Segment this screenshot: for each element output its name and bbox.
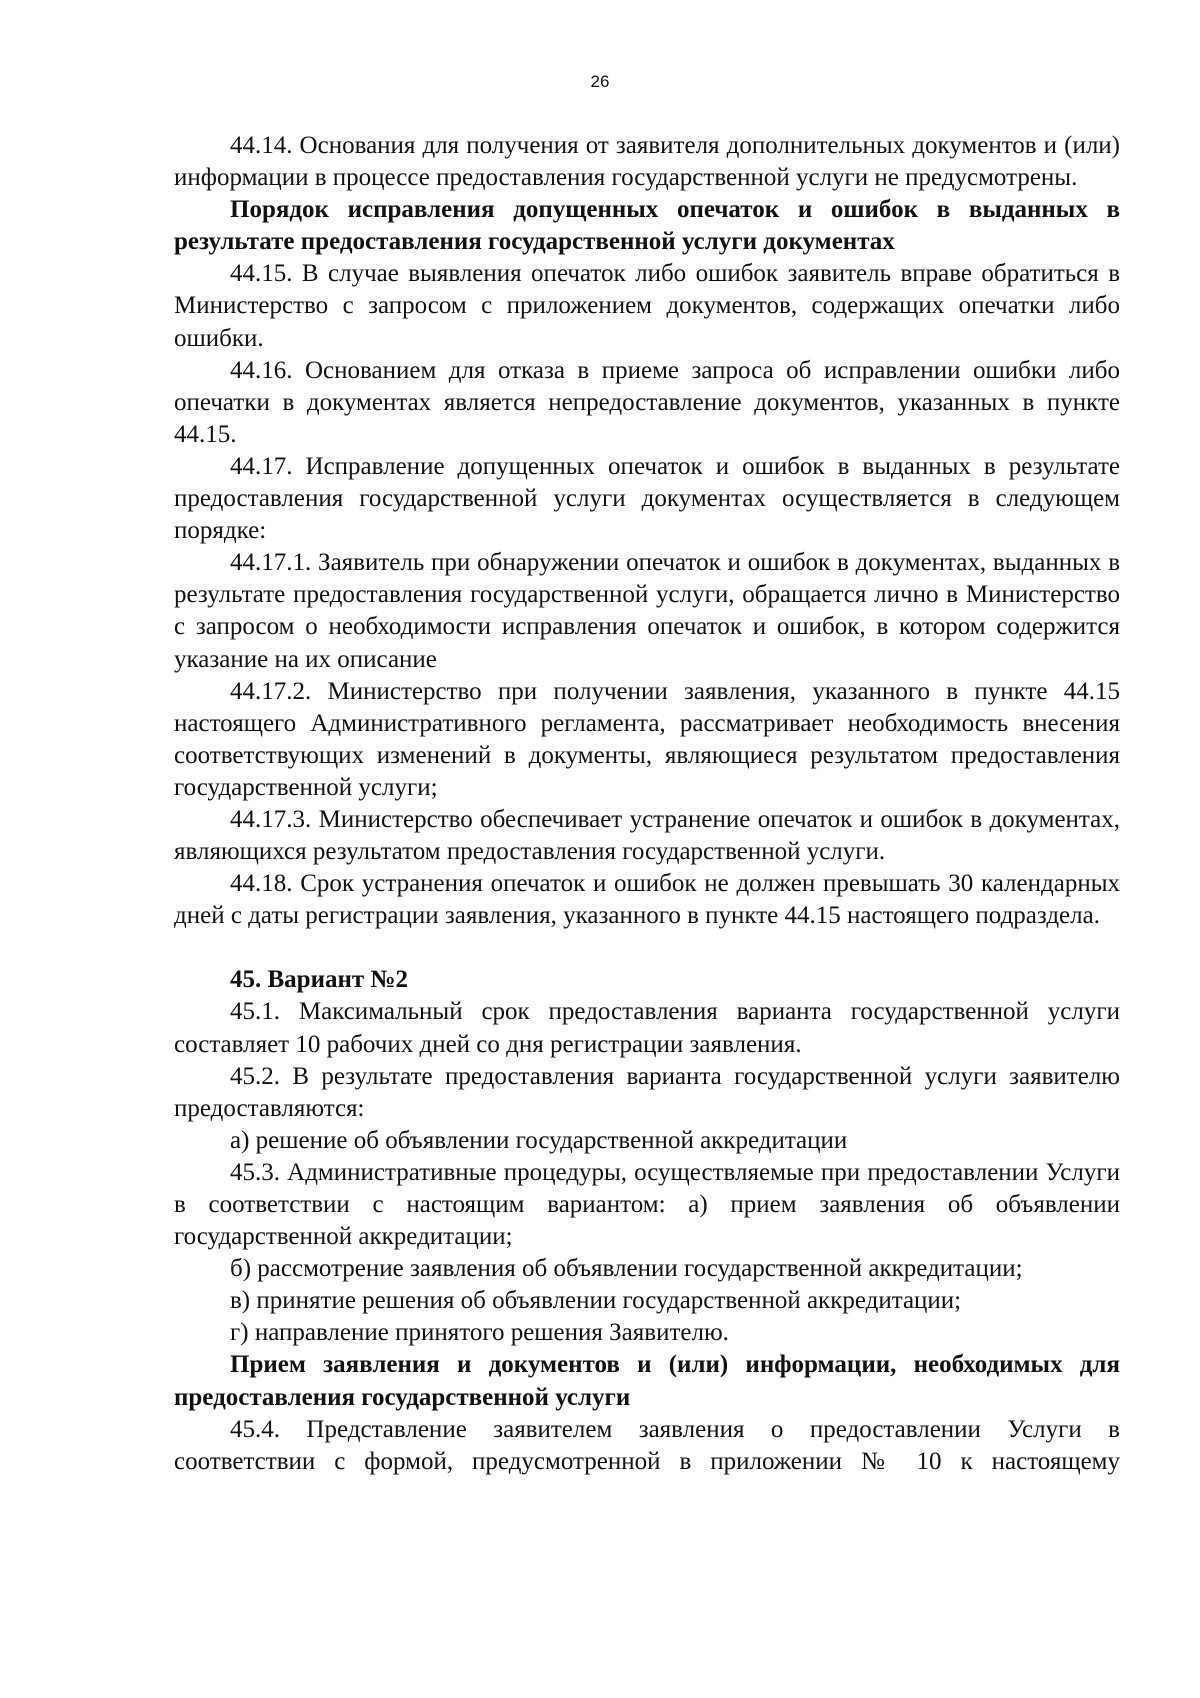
- list-item-b: б) рассмотрение заявления об объявлении государственной аккредитации;: [230, 1255, 1023, 1283]
- paragraph-44-17-3: 44.17.3. Министерство обеспечивает устранение опечаток и ошибок в документах, являющихся результатом предоставления государственной услуги.: [174, 805, 1120, 866]
- subsection-heading-corrections: Порядок исправления допущенных опечаток и ошибок в выданных в результате предоставления государственной услуги документах: [174, 196, 1120, 256]
- paragraph-44-14: 44.14. Основания для получения от заявителя дополнительных документов и (или) информации в процессе предоставления государственной услуги не предусмотрены.: [174, 132, 1120, 192]
- list-item-v: в) принятие решения об объявлении государственной аккредитации;: [230, 1287, 962, 1315]
- paragraph-45-4: 45.4. Представление заявителем заявления о предоставлении Услуги в соответствии с формой, предусмотренной в приложении № 10 к настоящему: [174, 1415, 1120, 1475]
- paragraph-45-2: 45.2. В результате предоставления варианта государственной услуги заявителю предоставляются:: [174, 1062, 1120, 1122]
- section-heading-45: 45. Вариант №2: [230, 966, 409, 994]
- paragraph-45-3: 45.3. Административные процедуры, осуществляемые при предоставлении Услуги в соответствии с настоящим вариантом: а) прием заявления об объявлении государственной аккредитации;: [174, 1158, 1120, 1251]
- subsection-heading-reception: Прием заявления и документов и (или) информации, необходимых для предоставления государственной услуги: [174, 1351, 1120, 1411]
- paragraph-44-18: 44.18. Срок устранения опечаток и ошибок не должен превышать 30 календарных дней с даты регистрации заявления, указанного в пункте 44.15 настоящего подраздела.: [174, 870, 1120, 930]
- paragraph-44-16: 44.16. Основанием для отказа в приеме запроса об исправлении ошибки либо опечатки в документах является непредоставление документов, указанных в пункте 44.15.: [174, 356, 1120, 448]
- list-item-g: г) направление принятого решения Заявителю.: [230, 1319, 729, 1347]
- paragraph-44-17-2: 44.17.2. Министерство при получении заявления, указанного в пункте 44.15 настоящего Административного регламента, рассматривает необходимость внесения соответствующих изменений в документы, являющиеся результатом предоставления государственной услуги;: [174, 677, 1120, 801]
- page-number: 26: [590, 72, 610, 91]
- paragraph-44-17: 44.17. Исправление допущенных опечаток и ошибок в выданных в результате предоставления государственной услуги документах осуществляется в следующем порядке:: [174, 452, 1120, 545]
- list-item-a: а) решение об объявлении государственной аккредитации: [230, 1126, 848, 1154]
- paragraph-45-1: 45.1. Максимальный срок предоставления варианта государственной услуги составляет 10 рабочих дней со дня регистрации заявления.: [174, 998, 1120, 1058]
- paragraph-44-15: 44.15. В случае выявления опечаток либо ошибок заявитель вправе обратиться в Министерство с запросом с приложением документов, содержащих опечатки либо ошибки.: [174, 260, 1120, 352]
- paragraph-44-17-1: 44.17.1. Заявитель при обнаружении опечаток и ошибок в документах, выданных в результате предоставления государственной услуги, обращается лично в Министерство с запросом о необходимости исправления опечаток и ошибок, в котором содержится указание на их описание: [174, 549, 1120, 673]
